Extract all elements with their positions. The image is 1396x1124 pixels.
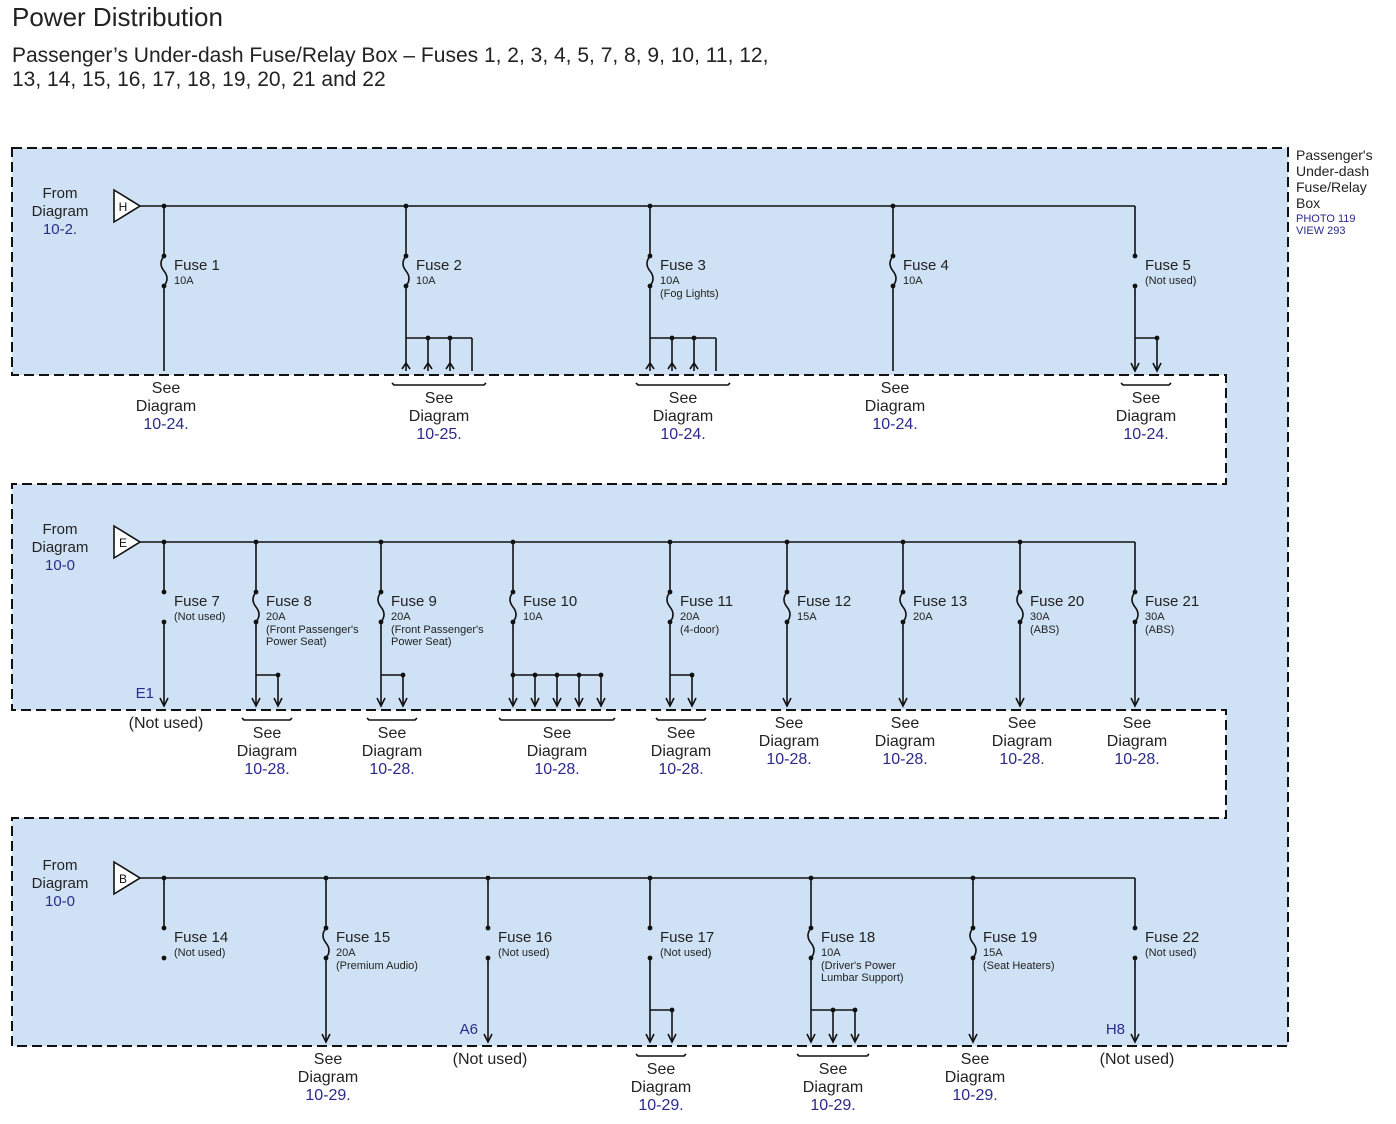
fuse-name: Fuse 22	[1145, 929, 1200, 946]
destination-diagram-ref: 10-28.	[999, 751, 1045, 768]
fuse-rating: 15A	[797, 611, 817, 623]
destination-diagram-ref: 10-24.	[660, 426, 706, 443]
box-label-line: Fuse/Relay	[1296, 179, 1367, 195]
source-diagram-ref: 10-0	[44, 893, 76, 910]
destination-label: See	[542, 725, 572, 742]
destination-label: See	[151, 380, 181, 397]
junction-dot	[668, 590, 673, 595]
destination-label: Diagram	[408, 408, 470, 425]
destination-label: Diagram	[944, 1069, 1006, 1086]
fuse-name: Fuse 20	[1030, 593, 1085, 610]
box-label	[1296, 147, 1373, 237]
destination-label: See	[880, 380, 910, 397]
destination-label: (Not used)	[1099, 1051, 1175, 1068]
destination-label: See	[1131, 390, 1161, 407]
destination-label: See	[818, 1061, 848, 1078]
connector-label: H	[118, 200, 128, 214]
source-diagram-ref: 10-0	[44, 557, 76, 574]
destination-label: Diagram	[652, 408, 714, 425]
fuse-rating: 20A	[913, 611, 933, 623]
group-bracket	[656, 718, 706, 720]
destination-label: See	[252, 725, 282, 742]
destination-label: See	[377, 725, 407, 742]
source-label: Diagram	[31, 203, 89, 220]
fuse-name: Fuse 5	[1145, 257, 1191, 274]
terminal-label: A6	[459, 1021, 478, 1038]
junction-dot	[254, 590, 259, 595]
destination-diagram-ref: 10-25.	[416, 426, 462, 443]
group-bracket	[367, 718, 417, 720]
fuse-description: (Driver's Power	[821, 960, 896, 972]
junction-dot	[1133, 590, 1138, 595]
box-label-line: Box	[1296, 195, 1321, 211]
destination-diagram-ref: 10-28.	[658, 761, 704, 778]
terminal-label: E1	[135, 685, 154, 702]
junction-dot	[891, 254, 896, 259]
fuse-name: Fuse 2	[416, 257, 462, 274]
fuse-name: Fuse 3	[660, 257, 706, 274]
fuse-rating: (Not used)	[1145, 947, 1197, 959]
junction-dot	[511, 673, 516, 678]
destination-diagram-ref: 10-29.	[952, 1087, 998, 1104]
group-bracket	[1121, 383, 1171, 385]
fuse-rating: 15A	[983, 947, 1003, 959]
destination-label: Diagram	[630, 1079, 692, 1096]
destination-label: (Not used)	[452, 1051, 528, 1068]
junction-dot	[162, 926, 167, 931]
junction-dot	[971, 926, 976, 931]
junction-dot	[511, 590, 516, 595]
destination-diagram-ref: 10-29.	[638, 1097, 684, 1114]
junction-dot	[162, 956, 167, 961]
connector-label: E	[118, 536, 128, 550]
fuse-description: (Front Passenger's	[266, 624, 359, 636]
destination-label: See	[424, 390, 454, 407]
destination-label: See	[1007, 715, 1037, 732]
fuse-description: Lumbar Support)	[821, 972, 904, 984]
fuse-name: Fuse 1	[174, 257, 220, 274]
group-bracket	[797, 1054, 869, 1056]
fuse-description: (Seat Heaters)	[983, 960, 1055, 972]
fuse-rating: (Not used)	[174, 611, 226, 623]
destination-label: Diagram	[874, 733, 936, 750]
source-label: Diagram	[31, 875, 89, 892]
fuse-rating: 10A	[174, 275, 194, 287]
fuse-name: Fuse 7	[174, 593, 220, 610]
fuse-rating: 10A	[903, 275, 923, 287]
fuse-rating: (Not used)	[498, 947, 550, 959]
group-bracket	[636, 1054, 686, 1056]
fuse-name: Fuse 15	[336, 929, 391, 946]
destination-label: Diagram	[1106, 733, 1168, 750]
source-label: From	[42, 185, 78, 202]
destination-label: See	[646, 1061, 676, 1078]
connector-label: B	[118, 872, 128, 886]
junction-dot	[379, 590, 384, 595]
fuse-description: (ABS)	[1145, 624, 1175, 636]
junction-dot	[648, 254, 653, 259]
page-title: Power Distribution	[12, 2, 223, 32]
junction-dot	[1133, 926, 1138, 931]
fuse-rating: 20A	[336, 947, 356, 959]
destination-diagram-ref: 10-28.	[882, 751, 928, 768]
box-label-line: Under-dash	[1296, 163, 1370, 179]
junction-dot	[486, 926, 491, 931]
fuse-name: Fuse 4	[903, 257, 949, 274]
destination-diagram-ref: 10-28.	[244, 761, 290, 778]
destination-diagram-ref: 10-24.	[872, 416, 918, 433]
source-diagram-ref: 10-2.	[42, 221, 78, 238]
fuse-rating: 10A	[523, 611, 543, 623]
junction-dot	[648, 926, 653, 931]
photo-ref: PHOTO 119	[1296, 213, 1356, 225]
destination-label: See	[1122, 715, 1152, 732]
junction-dot	[1018, 590, 1023, 595]
source-label: Diagram	[31, 539, 89, 556]
fuse-rating: 30A	[1030, 611, 1050, 623]
destination-label: See	[890, 715, 920, 732]
fuse-name: Fuse 19	[983, 929, 1038, 946]
destination-diagram-ref: 10-28.	[369, 761, 415, 778]
fuse-rating: (Not used)	[174, 947, 226, 959]
destination-label: Diagram	[864, 398, 926, 415]
fuse-description: Power Seat)	[266, 636, 327, 648]
source-label: From	[42, 521, 78, 538]
fuse-rating: 20A	[391, 611, 411, 623]
fuse-name: Fuse 14	[174, 929, 229, 946]
group-bracket	[392, 383, 486, 385]
junction-dot	[404, 254, 409, 259]
fuse-description: (Front Passenger's	[391, 624, 484, 636]
junction-dot	[324, 926, 329, 931]
destination-diagram-ref: 10-24.	[143, 416, 189, 433]
fuse-name: Fuse 18	[821, 929, 876, 946]
group-bracket	[242, 718, 292, 720]
destination-diagram-ref: 10-28.	[534, 761, 580, 778]
destination-label: See	[960, 1051, 990, 1068]
fuse-rating: 20A	[680, 611, 700, 623]
destination-label: Diagram	[991, 733, 1053, 750]
destination-label: See	[313, 1051, 343, 1068]
destination-label: Diagram	[758, 733, 820, 750]
destination-diagram-ref: 10-29.	[810, 1097, 856, 1114]
destination-label: Diagram	[135, 398, 197, 415]
destination-label: Diagram	[361, 743, 423, 760]
junction-dot	[809, 926, 814, 931]
fuse-name: Fuse 11	[680, 593, 734, 610]
group-bracket	[499, 718, 615, 720]
fuse-rating: (Not used)	[660, 947, 712, 959]
destination-label: See	[666, 725, 696, 742]
fuse-rating: 10A	[821, 947, 841, 959]
terminal-label: H8	[1105, 1021, 1125, 1038]
fuse-name: Fuse 16	[498, 929, 553, 946]
fuse-name: Fuse 8	[266, 593, 312, 610]
fuse-name: Fuse 12	[797, 593, 852, 610]
subtitle-line-2: 13, 14, 15, 16, 17, 18, 19, 20, 21 and 22	[12, 68, 386, 91]
junction-dot	[1133, 254, 1138, 259]
fuse-name: Fuse 13	[913, 593, 968, 610]
destination-label: Diagram	[650, 743, 712, 760]
fuse-rating: 20A	[266, 611, 286, 623]
destination-diagram-ref: 10-24.	[1123, 426, 1169, 443]
fuse-rating: (Not used)	[1145, 275, 1197, 287]
fuse-description: (Fog Lights)	[660, 288, 719, 300]
destination-diagram-ref: 10-29.	[305, 1087, 351, 1104]
fuse-description: (4-door)	[680, 624, 720, 636]
destination-diagram-ref: 10-28.	[766, 751, 812, 768]
destination-label: Diagram	[1115, 408, 1177, 425]
destination-label: See	[668, 390, 698, 407]
group-bracket	[636, 383, 730, 385]
destination-label: Diagram	[236, 743, 298, 760]
fuse-description: (Premium Audio)	[336, 960, 418, 972]
fuse-description: (ABS)	[1030, 624, 1060, 636]
junction-dot	[785, 590, 790, 595]
fuse-description: Power Seat)	[391, 636, 452, 648]
fuse-name: Fuse 17	[660, 929, 715, 946]
destination-diagram-ref: 10-28.	[1114, 751, 1160, 768]
box-label-line: Passenger's	[1296, 147, 1373, 163]
fuse-name: Fuse 21	[1145, 593, 1200, 610]
junction-dot	[162, 254, 167, 259]
destination-label: See	[774, 715, 804, 732]
fuse-rating: 30A	[1145, 611, 1165, 623]
fuse-rating: 10A	[660, 275, 680, 287]
junction-dot	[162, 590, 167, 595]
fuse-rating: 10A	[416, 275, 436, 287]
destination-label: Diagram	[526, 743, 588, 760]
destination-label: (Not used)	[128, 715, 204, 732]
fuse-name: Fuse 9	[391, 593, 437, 610]
subtitle-line-1: Passenger’s Under-dash Fuse/Relay Box – Fuses 1, 2, 3, 4, 5, 7, 8, 9, 10, 11, 12,	[12, 44, 769, 67]
junction-dot	[901, 590, 906, 595]
source-label: From	[42, 857, 78, 874]
view-ref: VIEW 293	[1296, 225, 1346, 237]
destination-label: Diagram	[297, 1069, 359, 1086]
destination-label: Diagram	[802, 1079, 864, 1096]
fuse-name: Fuse 10	[523, 593, 578, 610]
